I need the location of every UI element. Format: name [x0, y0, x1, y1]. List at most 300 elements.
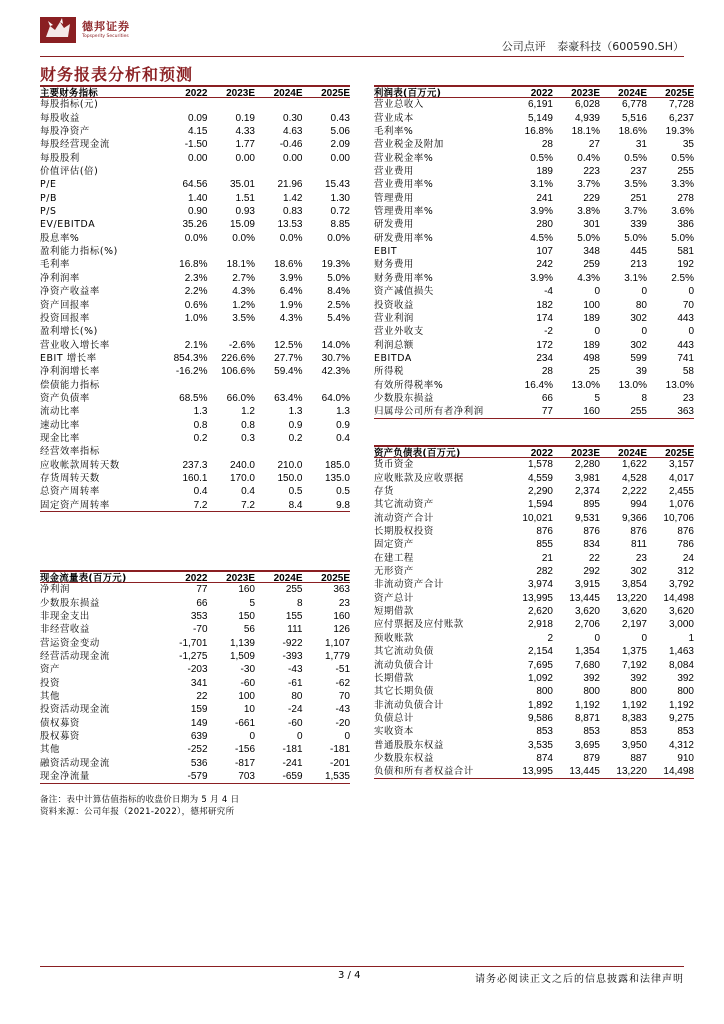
row-label: 短期借款	[374, 606, 414, 618]
value-cell: 1,107	[324, 637, 350, 649]
table-row	[374, 218, 694, 231]
row-label: 长期股权投资	[374, 526, 434, 538]
value-cell: -16.2%	[175, 366, 208, 378]
value-cell: 2024E	[273, 573, 303, 584]
value-cell: 3.5%	[624, 179, 647, 191]
table-row	[40, 499, 350, 512]
value-cell: 223	[583, 166, 600, 178]
table-row	[374, 232, 694, 245]
value-cell	[255, 445, 303, 458]
table-row	[40, 352, 350, 365]
value-cell: 3,981	[574, 472, 600, 484]
value-cell: 126	[333, 624, 350, 636]
table-row	[40, 299, 350, 312]
table-row	[374, 312, 694, 325]
value-cell: 9.8	[336, 499, 350, 511]
value-cell: -203	[187, 664, 208, 676]
value-cell: 0.83	[283, 206, 303, 218]
row-label: 管理费用率%	[374, 206, 434, 218]
value-cell: 853	[630, 726, 647, 738]
value-cell	[303, 379, 351, 392]
value-cell: 834	[583, 539, 600, 551]
value-cell: 234	[536, 352, 553, 364]
value-cell: 0.00	[188, 152, 208, 164]
value-cell: 800	[583, 686, 600, 698]
value-cell: 0	[594, 286, 600, 298]
value-cell: 68.5%	[179, 392, 208, 404]
balance-sheet-table	[374, 445, 694, 779]
value-cell: 811	[631, 539, 647, 551]
value-cell: 7,192	[621, 659, 647, 671]
row-label: 存货	[374, 486, 394, 498]
table-row	[374, 659, 694, 672]
row-label: 存货周转天数	[40, 472, 100, 484]
value-cell: 106.6%	[221, 366, 255, 378]
value-cell: 800	[677, 686, 694, 698]
value-cell: 4.5%	[530, 232, 553, 244]
value-cell	[160, 98, 208, 111]
table-row	[374, 125, 694, 138]
value-cell: 185.0	[324, 459, 350, 471]
value-cell: 2023E	[226, 88, 255, 99]
value-cell: 3,974	[527, 579, 553, 591]
value-cell: 4.63	[283, 126, 303, 138]
value-cell: 874	[536, 752, 553, 764]
table-row	[40, 152, 350, 165]
value-cell: 14,498	[663, 592, 694, 604]
table-row	[40, 637, 350, 650]
row-label: 流动负债合计	[374, 659, 434, 671]
value-cell: 25	[588, 366, 600, 378]
value-cell	[208, 379, 256, 392]
row-label: 现金比率	[40, 432, 80, 444]
value-cell: 4.3%	[232, 286, 255, 298]
value-cell: 1,192	[574, 699, 600, 711]
row-label: 非流动负债合计	[374, 699, 444, 711]
value-cell: 895	[583, 499, 600, 511]
row-label: 其它长期负债	[374, 686, 434, 698]
row-label: 营业税金及附加	[374, 139, 444, 151]
value-cell: -156	[234, 744, 255, 756]
value-cell: 339	[630, 219, 647, 231]
value-cell: 14,498	[663, 766, 694, 778]
value-cell: 42.3%	[321, 366, 350, 378]
table-row	[374, 325, 694, 338]
value-cell: 2,290	[527, 486, 553, 498]
value-cell: 6.4%	[279, 286, 303, 298]
value-cell: 16.8%	[524, 126, 553, 138]
table-row	[40, 98, 350, 111]
table-row	[40, 650, 350, 663]
value-cell: 160	[238, 584, 255, 596]
value-cell: 0.8	[193, 419, 208, 431]
row-label: EBIT 增长率	[40, 352, 97, 364]
value-cell: 13,445	[569, 766, 600, 778]
value-cell	[160, 245, 208, 258]
value-cell: 1,192	[621, 699, 647, 711]
value-cell: 8.4	[288, 499, 303, 511]
value-cell: -661	[234, 717, 255, 729]
value-cell: 135.0	[324, 472, 350, 484]
value-cell: 1.3	[336, 406, 350, 418]
table-row	[374, 112, 694, 125]
row-label: 研发费用	[374, 219, 414, 231]
value-cell: -181	[282, 744, 303, 756]
value-cell: 13,220	[616, 592, 647, 604]
value-cell	[160, 445, 208, 458]
value-cell: 2024E	[618, 448, 647, 459]
table-row	[374, 192, 694, 205]
value-cell: 0	[594, 632, 600, 644]
value-cell: 2022	[530, 448, 553, 459]
table-row	[374, 605, 694, 618]
value-cell: 3,915	[574, 579, 600, 591]
indicators-table	[40, 85, 350, 512]
row-label: 营业总收入	[374, 99, 424, 111]
value-cell: 0.5	[336, 486, 350, 498]
row-label: 无形资产	[374, 566, 414, 578]
value-cell: 4,559	[527, 472, 553, 484]
table-row	[374, 632, 694, 645]
value-cell: 255	[677, 166, 694, 178]
value-cell: 1,354	[574, 646, 600, 658]
value-cell: 2022	[185, 573, 208, 584]
value-cell: 237	[630, 166, 647, 178]
table-row	[374, 205, 694, 218]
value-cell: 13,995	[522, 592, 553, 604]
value-cell: 1.51	[235, 192, 255, 204]
row-label: 现金净流量	[40, 771, 90, 783]
row-label: EBIT	[374, 246, 398, 258]
table-row	[40, 717, 350, 730]
table-row	[40, 312, 350, 325]
value-cell: 9,275	[668, 712, 694, 724]
value-cell: 7,728	[668, 99, 694, 111]
value-cell: 149	[190, 717, 208, 729]
value-cell: 23	[635, 552, 647, 564]
table-row	[40, 663, 350, 676]
value-cell: 0	[296, 731, 303, 743]
value-cell: 536	[190, 757, 208, 769]
table-row	[374, 299, 694, 312]
value-cell: 64.0%	[321, 392, 350, 404]
table-row	[40, 258, 350, 271]
value-cell: 0.0%	[184, 232, 208, 244]
logo-english-name: Topsperity Securities	[82, 33, 129, 39]
value-cell: 160	[583, 406, 600, 418]
value-cell: 8	[641, 392, 647, 404]
value-cell: 18.1%	[226, 259, 255, 271]
value-cell: 2022	[530, 88, 553, 99]
value-cell: 1,139	[229, 637, 255, 649]
value-cell: -1.50	[184, 139, 208, 151]
value-cell	[303, 98, 351, 111]
value-cell: 0.0%	[232, 232, 255, 244]
row-label: P/S	[40, 206, 57, 218]
value-cell: 8	[296, 597, 303, 609]
table-row	[374, 498, 694, 511]
value-cell: -0.46	[279, 139, 303, 151]
value-cell: 0	[344, 731, 350, 743]
value-cell: 3.9%	[530, 272, 553, 284]
value-cell: 13.0%	[665, 379, 694, 391]
row-label: 现金流量表(百万元)	[40, 573, 127, 583]
row-label: 资产减值损失	[374, 286, 434, 298]
value-cell: 10,706	[663, 512, 694, 524]
row-label: 其他	[40, 744, 60, 756]
row-label: 净利润增长率	[40, 366, 100, 378]
row-label: EBITDA	[374, 352, 412, 364]
value-cell: 22	[196, 691, 208, 703]
table-row	[374, 672, 694, 685]
row-label: 经营活动现金流	[40, 651, 110, 663]
value-cell: 341	[190, 677, 208, 689]
value-cell: 0.30	[283, 112, 303, 124]
value-cell: 251	[630, 192, 647, 204]
page-number: 3 / 4	[338, 970, 361, 981]
value-cell: 10,021	[522, 512, 553, 524]
company-name: 泰豪科技（600590.SH）	[557, 40, 684, 53]
value-cell: -2	[544, 326, 553, 338]
value-cell: 876	[630, 526, 647, 538]
table-header	[374, 445, 694, 458]
value-cell: 77	[196, 584, 208, 596]
value-cell: 0	[641, 286, 647, 298]
value-cell: 27.7%	[274, 352, 303, 364]
value-cell: 35.26	[182, 219, 208, 231]
value-cell	[303, 245, 351, 258]
table-row	[374, 178, 694, 191]
table-row	[40, 583, 350, 596]
table-row	[374, 645, 694, 658]
value-cell: 4.15	[188, 126, 208, 138]
value-cell: 0.72	[330, 206, 350, 218]
table-header	[374, 85, 694, 98]
value-cell: 0.6%	[184, 299, 208, 311]
table-row	[374, 138, 694, 151]
value-cell: 3.9%	[279, 272, 303, 284]
value-cell	[255, 245, 303, 258]
value-cell: 854.3%	[173, 352, 208, 364]
value-cell: 1.2	[241, 406, 255, 418]
value-cell	[303, 325, 351, 338]
value-cell: 66.0%	[226, 392, 255, 404]
row-label: 流动资产合计	[374, 512, 434, 524]
table-row	[374, 152, 694, 165]
row-label: 债权募资	[40, 717, 80, 729]
value-cell: 3.3%	[671, 179, 694, 191]
income-statement-table	[374, 85, 694, 419]
value-cell: 3.9%	[530, 206, 553, 218]
value-cell: 237.3	[182, 459, 208, 471]
value-cell: 210.0	[277, 459, 303, 471]
value-cell: 66	[541, 392, 553, 404]
value-cell: 1	[688, 632, 694, 644]
table-row	[374, 98, 694, 111]
value-cell: 301	[583, 219, 600, 231]
value-cell: 443	[677, 339, 694, 351]
value-cell: 5.06	[330, 126, 350, 138]
value-cell: 2023E	[226, 573, 255, 584]
table-row	[374, 165, 694, 178]
value-cell: 0	[641, 632, 647, 644]
value-cell: 5	[594, 392, 600, 404]
value-cell: 0.00	[283, 152, 303, 164]
table-row	[40, 138, 350, 151]
value-cell: 1.30	[330, 192, 350, 204]
row-label: 货币资金	[374, 459, 414, 471]
value-cell: 2,222	[621, 486, 647, 498]
table-row	[40, 205, 350, 218]
value-cell: 4.3%	[577, 272, 600, 284]
value-cell: 0.2	[193, 432, 208, 444]
row-label: 非经营收益	[40, 624, 90, 636]
value-cell: 4.33	[235, 126, 255, 138]
table-row	[40, 178, 350, 191]
value-cell: 0.2	[288, 432, 303, 444]
value-cell: 174	[536, 312, 553, 324]
value-cell: 159	[190, 704, 208, 716]
value-cell: 0	[249, 731, 255, 743]
table-row	[40, 703, 350, 716]
table-row	[374, 245, 694, 258]
value-cell: 910	[677, 752, 694, 764]
table-row	[374, 285, 694, 298]
value-cell: 1,375	[621, 646, 647, 658]
table-row	[374, 365, 694, 378]
table-row	[40, 730, 350, 743]
value-cell: 0	[688, 286, 694, 298]
table-row	[374, 258, 694, 271]
value-cell: 1,892	[527, 699, 553, 711]
value-cell: 9,586	[527, 712, 553, 724]
row-label: 少数股东损益	[374, 392, 434, 404]
value-cell: 0.8	[241, 419, 255, 431]
value-cell: 2025E	[321, 573, 350, 584]
value-cell: 3,854	[621, 579, 647, 591]
value-cell: 1,192	[668, 699, 694, 711]
row-label: 净利润	[40, 584, 70, 596]
table-row	[374, 458, 694, 471]
value-cell: 639	[190, 731, 208, 743]
broker-logo	[40, 17, 130, 43]
value-cell: 786	[677, 539, 694, 551]
table-row	[40, 597, 350, 610]
value-cell: 70	[682, 299, 694, 311]
value-cell: 35.01	[229, 179, 255, 191]
value-cell: -241	[282, 757, 303, 769]
header-divider	[40, 56, 684, 57]
value-cell: 703	[238, 771, 255, 783]
value-cell: 8,871	[574, 712, 600, 724]
value-cell: 292	[583, 566, 600, 578]
table-row	[374, 538, 694, 551]
table-row	[374, 472, 694, 485]
value-cell: 800	[536, 686, 553, 698]
value-cell: 853	[583, 726, 600, 738]
row-label: 实收资本	[374, 726, 414, 738]
value-cell: 0.4	[241, 486, 255, 498]
table-row	[40, 112, 350, 125]
value-cell: 302	[630, 339, 647, 351]
value-cell	[255, 165, 303, 178]
row-label: 所得税	[374, 366, 404, 378]
value-cell: 7,680	[574, 659, 600, 671]
row-label: 净利润率	[40, 272, 80, 284]
value-cell: 259	[583, 259, 600, 271]
table-row	[374, 618, 694, 631]
row-label: 每股指标(元)	[40, 99, 99, 111]
value-cell: 1.3	[193, 406, 208, 418]
value-cell: 2,154	[527, 646, 553, 658]
value-cell: 0.5%	[530, 152, 553, 164]
value-cell: 5,516	[621, 112, 647, 124]
row-label: 非现金支出	[40, 611, 90, 623]
table-row	[374, 712, 694, 725]
value-cell: -62	[335, 677, 350, 689]
value-cell: 2,197	[621, 619, 647, 631]
value-cell: 8.4%	[327, 286, 350, 298]
row-label: 每股净资产	[40, 126, 90, 138]
table-row	[374, 752, 694, 765]
table-row	[40, 677, 350, 690]
value-cell: 13,445	[569, 592, 600, 604]
value-cell: -60	[288, 717, 303, 729]
value-cell: 581	[677, 246, 694, 258]
value-cell: 302	[630, 566, 647, 578]
value-cell: 1.42	[283, 192, 303, 204]
table-row	[374, 272, 694, 285]
value-cell: 4,017	[668, 472, 694, 484]
value-cell: 63.4%	[274, 392, 303, 404]
row-label: 经营效率指标	[40, 446, 100, 458]
value-cell: 7.2	[241, 499, 255, 511]
row-label: 营业收入增长率	[40, 339, 110, 351]
value-cell: 0.4%	[577, 152, 600, 164]
value-cell	[160, 325, 208, 338]
table-row	[40, 125, 350, 138]
value-cell: 3,000	[668, 619, 694, 631]
value-cell: 150.0	[277, 472, 303, 484]
value-cell: 13.53	[277, 219, 303, 231]
table-row	[374, 725, 694, 738]
row-label: 营业利润	[374, 312, 414, 324]
table-row	[374, 592, 694, 605]
value-cell: 6,191	[527, 99, 553, 111]
row-label: 股权募资	[40, 731, 80, 743]
table-row	[374, 578, 694, 591]
value-cell: 0.09	[188, 112, 208, 124]
value-cell: 9,531	[574, 512, 600, 524]
row-label: 营业税金率%	[374, 152, 434, 164]
table-row	[374, 739, 694, 752]
row-label: 每股收益	[40, 112, 80, 124]
row-label: 财务费用	[374, 259, 414, 271]
table-row	[40, 192, 350, 205]
row-label: 应付票据及应付账款	[374, 619, 464, 631]
value-cell: 13,995	[522, 766, 553, 778]
value-cell: 70	[338, 691, 350, 703]
value-cell: 386	[677, 219, 694, 231]
value-cell: 876	[536, 526, 553, 538]
value-cell: 3,695	[574, 739, 600, 751]
value-cell: 1,535	[324, 771, 350, 783]
value-cell: 77	[541, 406, 553, 418]
value-cell: 16.4%	[524, 379, 553, 391]
value-cell: -4	[544, 286, 553, 298]
row-label: 其他	[40, 691, 60, 703]
row-label: 价值评估(倍)	[40, 166, 99, 178]
